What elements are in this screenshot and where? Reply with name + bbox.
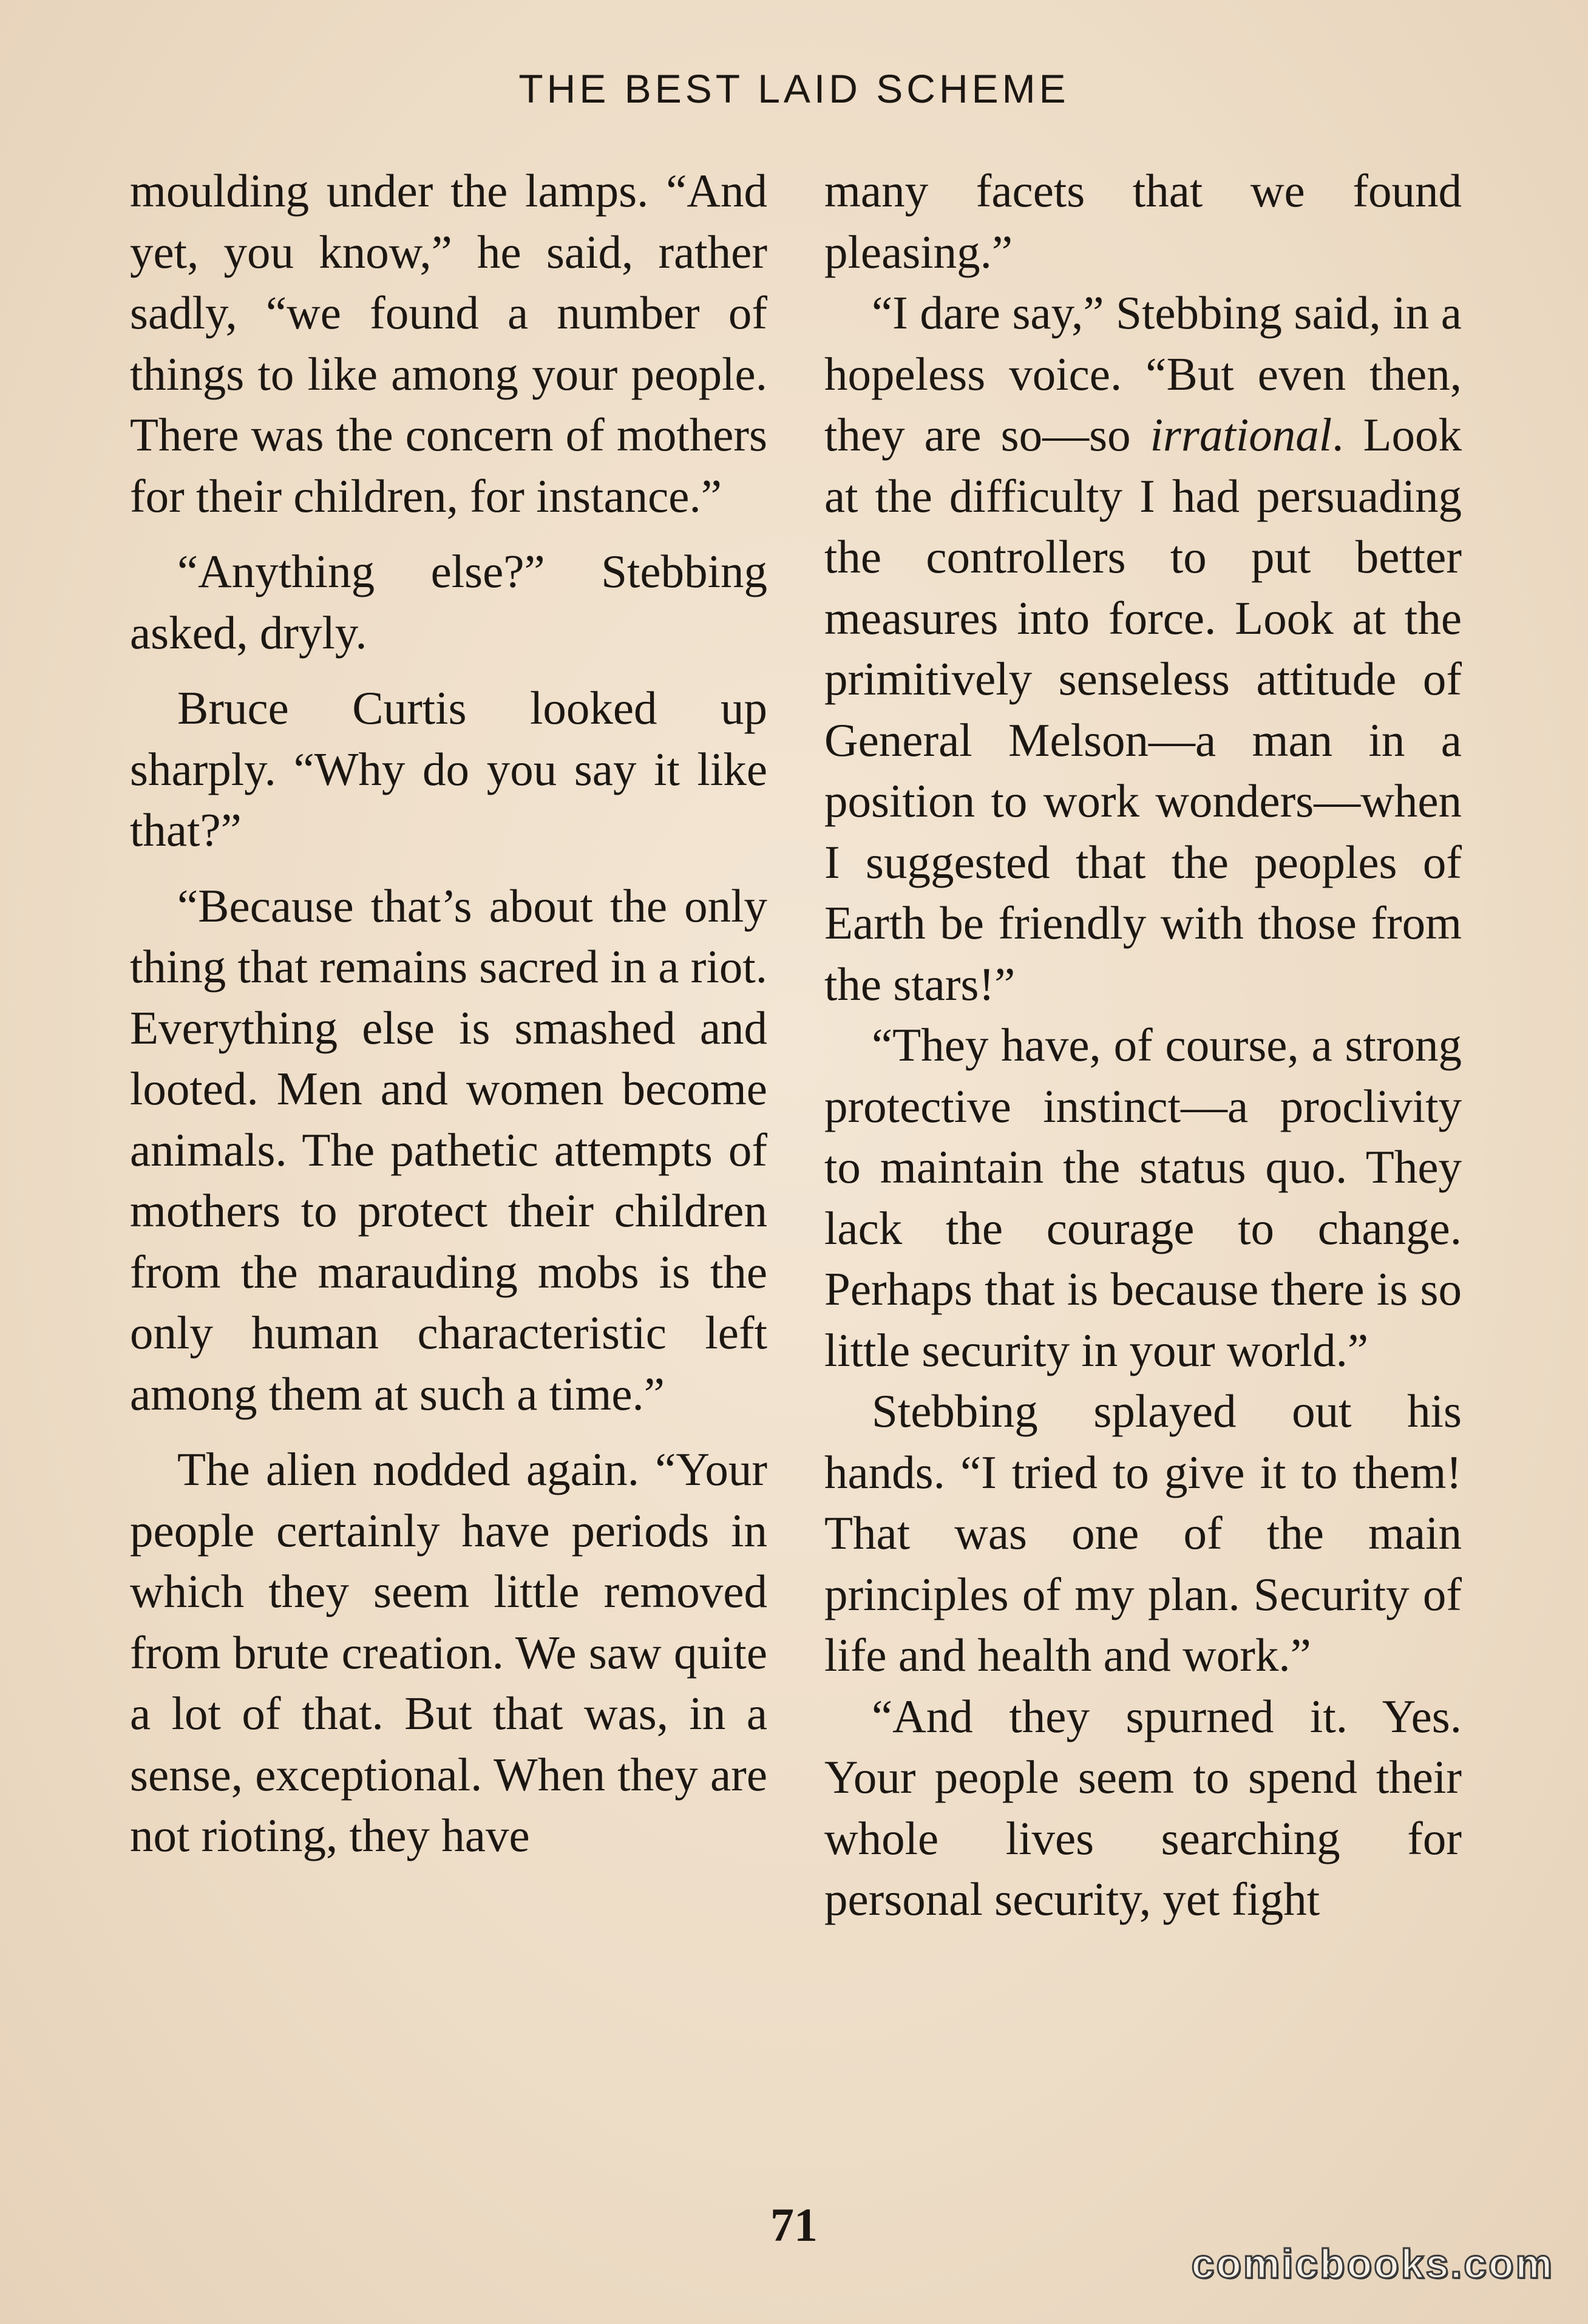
left-text-column: [130, 160, 767, 1866]
running-title: THE BEST LAID SCHEME: [518, 66, 1070, 111]
watermark: comicbooks.com: [1191, 2241, 1554, 2287]
paragraph: moulding under the lamps. “And yet, you know,” he said, rather sadly, “we found a number of things to like among your people. There was the concern of mothers for their children, for instance.”: [130, 165, 767, 522]
page-number: 71: [770, 2198, 818, 2251]
paragraph: “Anything else?” Stebbing asked, dryly.: [130, 545, 767, 659]
paragraph-text: . Look at the difficulty I had persuading the controllers to put better measures into force. Look at the primitively senseless attitude of General Melson—a man in a position to work wonders—when I suggested that the peoples of Earth be friendly with those from the stars!”: [824, 409, 1462, 1010]
paragraph: The alien nodded again. “Your people certainly have periods in which they seem little removed from brute creation. We saw quite a lot of that. But that was, in a sense, exceptional. When they are not rioting, they have: [130, 1443, 767, 1861]
paragraph: many facets that we found pleasing.”: [824, 165, 1462, 278]
italic-word: irrational: [1150, 409, 1332, 461]
paragraph: “They have, of course, a strong protective instinct—a proclivity to maintain the status quo. They lack the courage to change. Perhaps that is because there is so little security in your world.”: [824, 1019, 1462, 1376]
paragraph: [824, 282, 1462, 1014]
paragraph: “Because that’s about the only thing that remains sacred in a riot. Everything else is smashed and looted. Men and women become animals. The pathetic attempts of mothers to protect their children from the marauding mobs is the only human characteristic left among them at such a time.”: [130, 879, 767, 1420]
paragraph-text: “I dare say,” Stebbing said, in a hopeless voice. “But even then, they are so—so: [824, 287, 1462, 461]
paragraph: “And they spurned it. Yes. Your people seem to spend their whole lives searching for personal security, yet fight: [824, 1690, 1462, 1925]
paragraph: Bruce Curtis looked up sharply. “Why do you say it like that?”: [130, 682, 767, 856]
paragraph: Stebbing splayed out his hands. “I tried to give it to them! That was one of the main principles of my plan. Security of life and health and work.”: [824, 1385, 1462, 1681]
right-text-column: [824, 160, 1462, 1930]
